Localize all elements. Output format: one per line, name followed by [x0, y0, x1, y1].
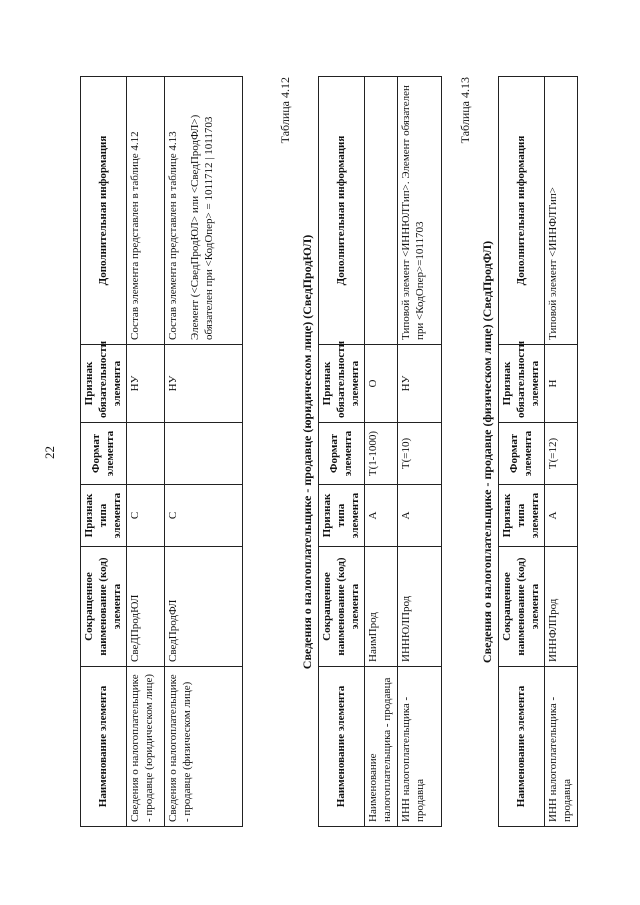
table-413-title: Сведения о налогоплательщике - продавце (физическом лице) (СведПродФЛ) — [480, 240, 494, 664]
table-row — [545, 77, 578, 827]
cell-name: ИНН налогоплательщика - продавца — [397, 667, 441, 827]
col-header-name: Наименование элемента — [499, 667, 545, 827]
col-header-format: Формат элемента — [319, 423, 365, 485]
table-413-label: Таблица 4.13 — [458, 77, 472, 144]
cell-type: А — [397, 485, 441, 547]
cell-info — [165, 77, 243, 345]
cell-format — [165, 423, 243, 485]
cell-format: T(=10) — [397, 423, 441, 485]
col-header-code: Сокращенное наименование (код) элемента — [319, 547, 365, 667]
cell-code: СвеДПродЮЛ — [127, 547, 165, 667]
cell-required: О — [365, 345, 398, 423]
cell-required: НУ — [127, 345, 165, 423]
cell-code: ИННФЛПрод — [545, 547, 578, 667]
col-header-required: Признак обязательности элемента — [499, 345, 545, 423]
cell-type: А — [365, 485, 398, 547]
cell-info: Состав элемента представлен в таблице 4.12 — [127, 77, 165, 345]
table-row — [397, 77, 441, 827]
col-header-type: Признак типа элемента — [319, 485, 365, 547]
cell-format: T(1-1000) — [365, 423, 398, 485]
table-row — [165, 77, 243, 827]
col-header-info: Дополнительная информация — [499, 77, 545, 345]
table-top-header — [81, 77, 127, 827]
table-412-title: Сведения о налогоплательщике - продавце (юридическом лице) (СведПродЮЛ) — [300, 234, 314, 670]
cell-name: ИНН налогоплательщика - продавца — [545, 667, 578, 827]
cell-name: Сведения о налогоплательщике - продавце (юридическом лице) — [127, 667, 165, 827]
cell-name: Сведения о налогоплательщике - продавце (физическом лице) — [165, 667, 243, 827]
cell-format: T(=12) — [545, 423, 578, 485]
cell-required: НУ — [397, 345, 441, 423]
page-number: 22 — [42, 446, 57, 459]
col-header-info: Дополнительная информация — [319, 77, 365, 345]
table-413-header — [499, 77, 545, 827]
table-top — [80, 76, 243, 827]
col-header-required: Признак обязательности элемента — [319, 345, 365, 423]
cell-info-note: Элемент (<СведПродЮЛ> или <СведПродФЛ>) обязателен при <КодОпер> = 1011712 | 1011703 — [189, 114, 215, 340]
col-header-code: Сокращенное наименование (код) элемента — [81, 547, 127, 667]
cell-name: Наименование налогоплательщика - продавца — [365, 667, 398, 827]
cell-required: НУ — [165, 345, 243, 423]
cell-required: Н — [545, 345, 578, 423]
cell-code: НаимПрод — [365, 547, 398, 667]
table-413 — [498, 76, 578, 827]
cell-format — [127, 423, 165, 485]
col-header-info: Дополнительная информация — [81, 77, 127, 345]
cell-info: Типовой элемент <ИННЮЛТип>. Элемент обязателен при <КодОпер>=1011703 — [397, 77, 441, 345]
cell-type: А — [545, 485, 578, 547]
col-header-code: Сокращенное наименование (код) элемента — [499, 547, 545, 667]
col-header-name: Наименование элемента — [81, 667, 127, 827]
cell-info-text: Состав элемента представлен в таблице 4.13 — [167, 131, 180, 340]
col-header-format: Формат элемента — [81, 423, 127, 485]
col-header-name: Наименование элемента — [319, 667, 365, 827]
table-412-label: Таблица 4.12 — [278, 77, 292, 144]
table-row — [365, 77, 398, 827]
cell-code: СведПродФЛ — [165, 547, 243, 667]
col-header-format: Формат элемента — [499, 423, 545, 485]
table-row — [127, 77, 165, 827]
col-header-required: Признак обязательности элемента — [81, 345, 127, 423]
cell-info: Типовой элемент <ИННФЛТип> — [545, 77, 578, 345]
cell-type: С — [127, 485, 165, 547]
col-header-type: Признак типа элемента — [81, 485, 127, 547]
cell-type: С — [165, 485, 243, 547]
table-412-header — [319, 77, 365, 827]
col-header-type: Признак типа элемента — [499, 485, 545, 547]
cell-info — [365, 77, 398, 345]
table-412 — [318, 76, 442, 827]
cell-code: ИННЮЛПрод — [397, 547, 441, 667]
